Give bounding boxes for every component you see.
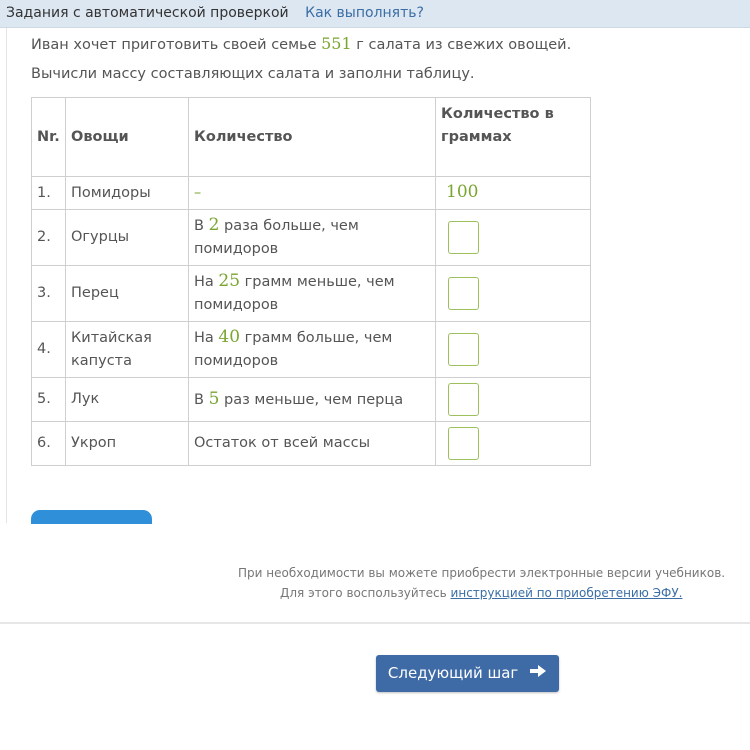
vegetable-name: Помидоры <box>66 177 189 210</box>
answer-input[interactable] <box>448 333 479 366</box>
table-row <box>32 322 591 378</box>
vegetable-name: Перец <box>66 266 189 322</box>
quantity-rule: – <box>189 177 436 210</box>
grams-cell <box>436 422 591 466</box>
table-row <box>32 422 591 466</box>
task-text-line1: Иван хочет приготовить своей семье 551 г салата из свежих овощей. <box>31 34 572 53</box>
quantity-rule: В 2 раза больше, чем помидоров <box>189 210 436 266</box>
grams-cell <box>436 266 591 322</box>
quantity-rule: Остаток от всей массы <box>189 422 436 466</box>
purchase-note-line1: При необходимости вы можете приобрести электронные версии учебников. <box>238 566 726 580</box>
row-number: 2. <box>32 210 66 266</box>
row-number: 4. <box>32 322 66 378</box>
vegetable-name: Огурцы <box>66 210 189 266</box>
table-row <box>32 177 591 210</box>
efu-instruction-link[interactable]: инструкцией по приобретению ЭФУ. <box>450 586 683 600</box>
top-bar <box>0 0 750 28</box>
check-button[interactable] <box>31 510 152 524</box>
grams-value: 100 <box>436 177 591 210</box>
quantity-rule: На 25 грамм меньше, чем помидоров <box>189 266 436 322</box>
table-row <box>32 266 591 322</box>
answer-input[interactable] <box>448 383 479 416</box>
row-number: 5. <box>32 378 66 422</box>
arrow-right-icon <box>529 655 547 692</box>
table-header-row <box>32 98 591 177</box>
total-mass-number: 551 <box>321 34 352 53</box>
task-text-line2: Вычисли массу составляющих салата и заполни таблицу. <box>31 66 475 82</box>
header-vegetables: Овощи <box>66 98 189 177</box>
salad-table <box>31 97 591 466</box>
answer-input[interactable] <box>448 221 479 254</box>
how-to-link[interactable]: Как выполнять? <box>305 5 424 21</box>
grams-cell <box>436 322 591 378</box>
header-quantity: Количество <box>189 98 436 177</box>
row-number: 3. <box>32 266 66 322</box>
next-step-label: Следующий шаг <box>387 664 519 682</box>
quantity-rule: В 5 раз меньше, чем перца <box>189 378 436 422</box>
section-title: Задания с автоматической проверкой <box>6 5 289 21</box>
answer-input[interactable] <box>448 427 479 460</box>
task-card <box>6 28 750 523</box>
vegetable-name: Укроп <box>66 422 189 466</box>
answer-input[interactable] <box>448 277 479 310</box>
quantity-rule: На 40 грамм больше, чем помидоров <box>189 322 436 378</box>
divider <box>0 622 750 624</box>
vegetable-name: Лук <box>66 378 189 422</box>
header-grams: Количество в граммах <box>436 98 591 177</box>
table-row <box>32 378 591 422</box>
next-step-button[interactable] <box>376 655 559 692</box>
row-number: 6. <box>32 422 66 466</box>
table-row <box>32 210 591 266</box>
row-number: 1. <box>32 177 66 210</box>
header-nr: Nr. <box>32 98 66 177</box>
grams-cell <box>436 378 591 422</box>
purchase-note-line2: Для этого воспользуйтесь инструкцией по приобретению ЭФУ. <box>280 586 683 600</box>
grams-cell <box>436 210 591 266</box>
vegetable-name: Китайская капуста <box>66 322 189 378</box>
